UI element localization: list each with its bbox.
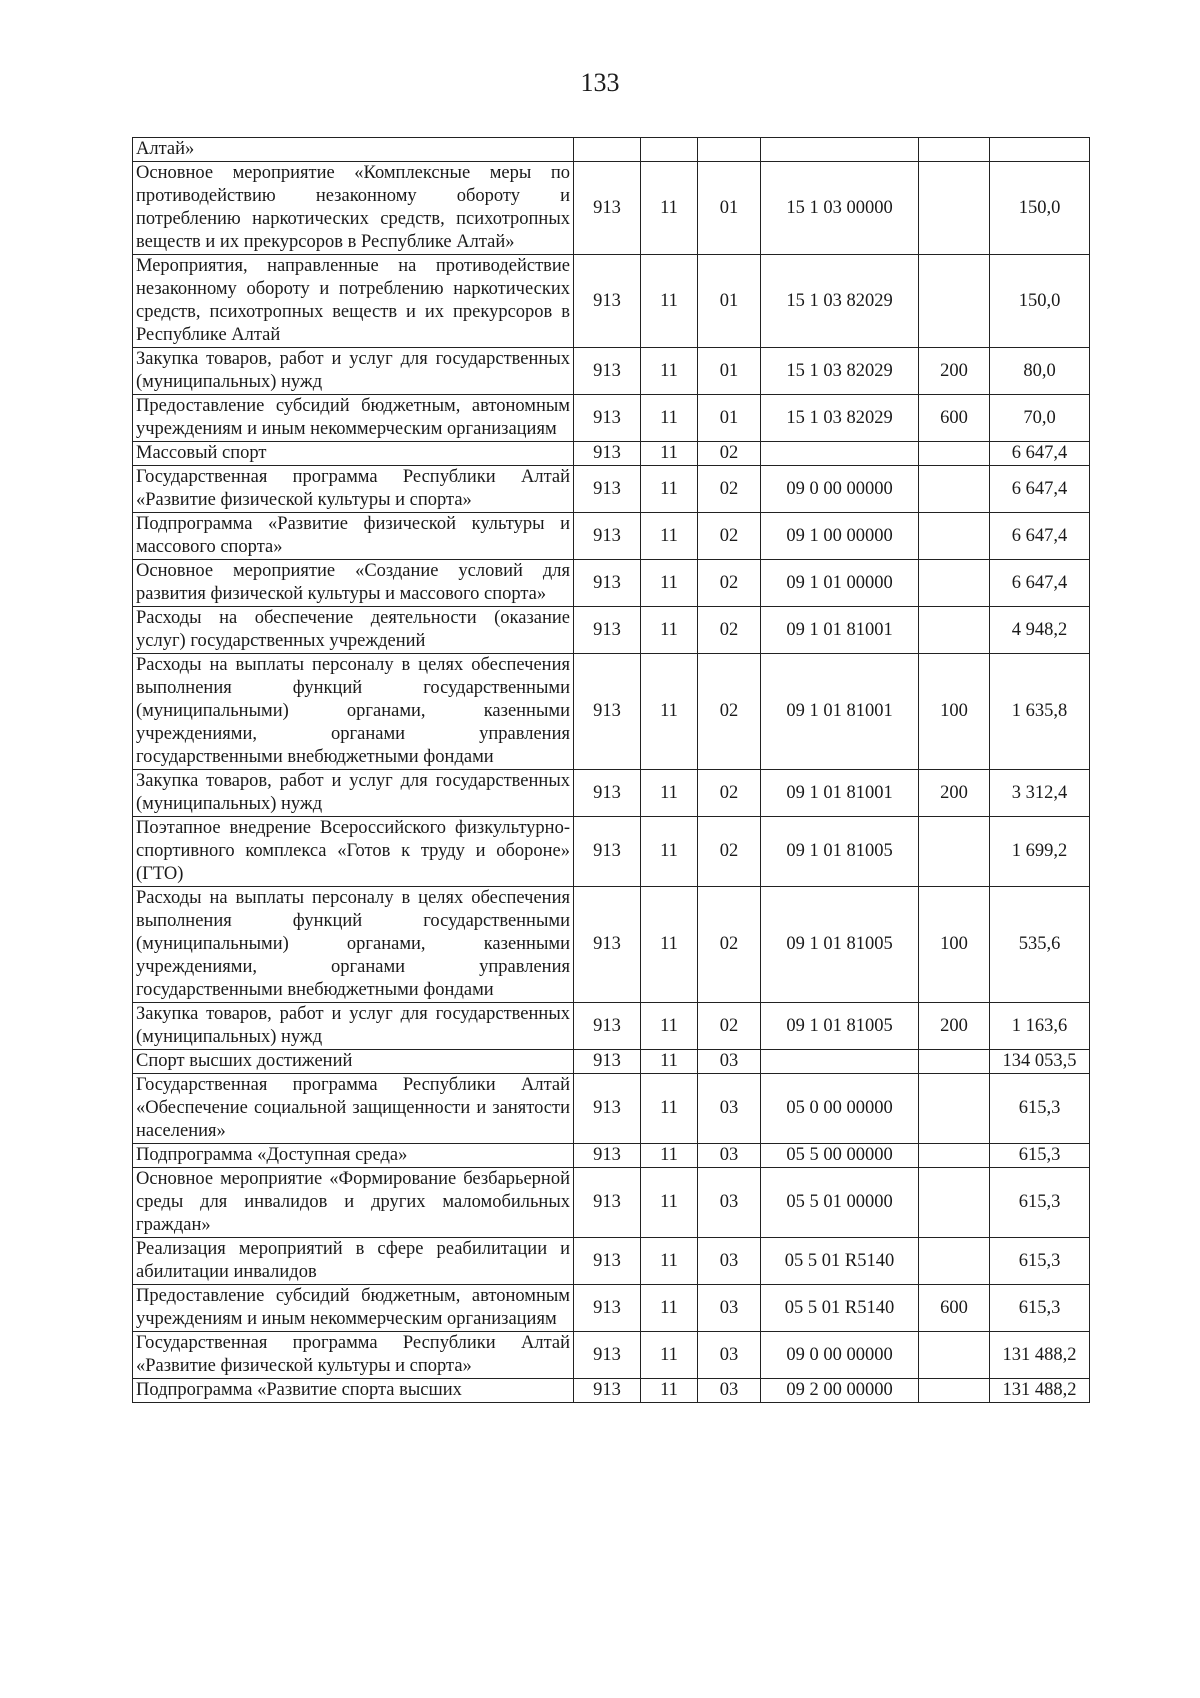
expense-type-cell (919, 1144, 990, 1168)
grbs-code-cell: 913 (574, 770, 641, 817)
expense-type-cell: 200 (919, 770, 990, 817)
subsection-code-cell: 01 (698, 162, 761, 255)
expense-type-cell (919, 442, 990, 466)
expense-name-cell: Подпрограмма «Развитие спорта высших (133, 1379, 574, 1403)
section-code-cell: 11 (641, 442, 698, 466)
subsection-code-cell: 02 (698, 770, 761, 817)
amount-cell: 134 053,5 (990, 1050, 1090, 1074)
amount-cell: 131 488,2 (990, 1379, 1090, 1403)
section-code-cell: 11 (641, 395, 698, 442)
subsection-code-cell: 01 (698, 255, 761, 348)
amount-cell: 6 647,4 (990, 513, 1090, 560)
table-row (133, 1074, 1090, 1144)
expense-type-cell (919, 1050, 990, 1074)
target-article-cell: 09 1 01 00000 (761, 560, 919, 607)
expense-name-cell: Предоставление субсидий бюджетным, автономным учреждениям и иным некоммерческим организациям (133, 1285, 574, 1332)
table-row (133, 395, 1090, 442)
expense-name-cell: Закупка товаров, работ и услуг для государственных (муниципальных) нужд (133, 348, 574, 395)
grbs-code-cell: 913 (574, 255, 641, 348)
target-article-cell: 09 1 00 00000 (761, 513, 919, 560)
expense-name-cell: Расходы на выплаты персоналу в целях обеспечения выполнения функций государственными (муниципальными) органами, казенными учреждениями, органами управления государственными внебюджетными фондами (133, 887, 574, 1003)
target-article-cell: 05 5 01 00000 (761, 1168, 919, 1238)
section-code-cell: 11 (641, 1074, 698, 1144)
target-article-cell: 15 1 03 82029 (761, 348, 919, 395)
expense-type-cell (919, 138, 990, 162)
grbs-code-cell: 913 (574, 162, 641, 255)
amount-cell: 1 163,6 (990, 1003, 1090, 1050)
expense-type-cell (919, 607, 990, 654)
target-article-cell: 09 1 01 81001 (761, 607, 919, 654)
expense-name-cell: Расходы на выплаты персоналу в целях обеспечения выполнения функций государственными (муниципальными) органами, казенными учреждениями, органами управления государственными внебюджетными фондами (133, 654, 574, 770)
grbs-code-cell: 913 (574, 1144, 641, 1168)
grbs-code-cell: 913 (574, 1238, 641, 1285)
subsection-code-cell: 02 (698, 887, 761, 1003)
table-row (133, 1168, 1090, 1238)
section-code-cell: 11 (641, 348, 698, 395)
table-row (133, 654, 1090, 770)
expense-name-cell: Государственная программа Республики Алтай «Обеспечение социальной защищенности и занятости населения» (133, 1074, 574, 1144)
expense-name-cell: Закупка товаров, работ и услуг для государственных (муниципальных) нужд (133, 770, 574, 817)
amount-cell: 70,0 (990, 395, 1090, 442)
expense-type-cell: 100 (919, 887, 990, 1003)
section-code-cell: 11 (641, 607, 698, 654)
subsection-code-cell: 01 (698, 395, 761, 442)
grbs-code-cell: 913 (574, 1050, 641, 1074)
target-article-cell: 15 1 03 82029 (761, 395, 919, 442)
target-article-cell: 09 2 00 00000 (761, 1379, 919, 1403)
expense-name-cell: Основное мероприятие «Формирование безбарьерной среды для инвалидов и других маломобильных граждан» (133, 1168, 574, 1238)
grbs-code-cell: 913 (574, 1003, 641, 1050)
amount-cell: 615,3 (990, 1168, 1090, 1238)
expense-type-cell: 200 (919, 348, 990, 395)
expense-name-cell: Основное мероприятие «Создание условий для развития физической культуры и массового спорта» (133, 560, 574, 607)
section-code-cell: 11 (641, 255, 698, 348)
subsection-code-cell: 03 (698, 1285, 761, 1332)
expense-name-cell: Расходы на обеспечение деятельности (оказание услуг) государственных учреждений (133, 607, 574, 654)
table-row (133, 1379, 1090, 1403)
section-code-cell: 11 (641, 466, 698, 513)
grbs-code-cell: 913 (574, 442, 641, 466)
amount-cell: 150,0 (990, 255, 1090, 348)
target-article-cell: 05 5 00 00000 (761, 1144, 919, 1168)
subsection-code-cell (698, 138, 761, 162)
table-row (133, 817, 1090, 887)
amount-cell: 615,3 (990, 1074, 1090, 1144)
expense-type-cell (919, 1074, 990, 1144)
amount-cell: 535,6 (990, 887, 1090, 1003)
amount-cell: 80,0 (990, 348, 1090, 395)
section-code-cell: 11 (641, 1285, 698, 1332)
section-code-cell: 11 (641, 770, 698, 817)
table-row (133, 770, 1090, 817)
section-code-cell: 11 (641, 560, 698, 607)
target-article-cell: 15 1 03 00000 (761, 162, 919, 255)
target-article-cell: 05 5 01 R5140 (761, 1238, 919, 1285)
subsection-code-cell: 02 (698, 607, 761, 654)
amount-cell: 1 699,2 (990, 817, 1090, 887)
subsection-code-cell: 02 (698, 442, 761, 466)
expense-name-cell: Алтай» (133, 138, 574, 162)
target-article-cell: 09 1 01 81001 (761, 654, 919, 770)
section-code-cell: 11 (641, 513, 698, 560)
grbs-code-cell: 913 (574, 513, 641, 560)
target-article-cell: 09 1 01 81005 (761, 817, 919, 887)
table-row (133, 1144, 1090, 1168)
subsection-code-cell: 02 (698, 654, 761, 770)
target-article-cell (761, 442, 919, 466)
table-row (133, 1003, 1090, 1050)
section-code-cell: 11 (641, 1379, 698, 1403)
amount-cell: 6 647,4 (990, 442, 1090, 466)
amount-cell: 4 948,2 (990, 607, 1090, 654)
section-code-cell: 11 (641, 1332, 698, 1379)
expense-name-cell: Предоставление субсидий бюджетным, автономным учреждениям и иным некоммерческим организациям (133, 395, 574, 442)
section-code-cell: 11 (641, 887, 698, 1003)
expense-type-cell: 200 (919, 1003, 990, 1050)
expense-type-cell: 600 (919, 395, 990, 442)
section-code-cell: 11 (641, 1003, 698, 1050)
expense-type-cell (919, 1168, 990, 1238)
expense-type-cell (919, 466, 990, 513)
expense-name-cell: Массовый спорт (133, 442, 574, 466)
expense-name-cell: Подпрограмма «Доступная среда» (133, 1144, 574, 1168)
amount-cell: 615,3 (990, 1285, 1090, 1332)
grbs-code-cell: 913 (574, 1074, 641, 1144)
grbs-code-cell: 913 (574, 395, 641, 442)
grbs-code-cell: 913 (574, 1285, 641, 1332)
amount-cell: 3 312,4 (990, 770, 1090, 817)
table-row (133, 1285, 1090, 1332)
table-row (133, 442, 1090, 466)
section-code-cell: 11 (641, 1144, 698, 1168)
grbs-code-cell: 913 (574, 654, 641, 770)
expense-name-cell: Закупка товаров, работ и услуг для государственных (муниципальных) нужд (133, 1003, 574, 1050)
subsection-code-cell: 03 (698, 1238, 761, 1285)
table-row (133, 255, 1090, 348)
expense-name-cell: Подпрограмма «Развитие физической культуры и массового спорта» (133, 513, 574, 560)
expense-name-cell: Мероприятия, направленные на противодействие незаконному обороту и потреблению наркотических средств, психотропных веществ и их прекурсоров в Республике Алтай (133, 255, 574, 348)
table-row (133, 162, 1090, 255)
subsection-code-cell: 02 (698, 466, 761, 513)
subsection-code-cell: 03 (698, 1074, 761, 1144)
subsection-code-cell: 03 (698, 1379, 761, 1403)
amount-cell (990, 138, 1090, 162)
subsection-code-cell: 03 (698, 1168, 761, 1238)
grbs-code-cell: 913 (574, 348, 641, 395)
expense-type-cell (919, 255, 990, 348)
grbs-code-cell: 913 (574, 1379, 641, 1403)
expense-name-cell: Государственная программа Республики Алтай «Развитие физической культуры и спорта» (133, 466, 574, 513)
expense-type-cell (919, 817, 990, 887)
table-row (133, 607, 1090, 654)
table-row (133, 348, 1090, 395)
subsection-code-cell: 02 (698, 560, 761, 607)
grbs-code-cell: 913 (574, 817, 641, 887)
section-code-cell: 11 (641, 1168, 698, 1238)
expense-type-cell (919, 1379, 990, 1403)
expense-type-cell (919, 1238, 990, 1285)
table-row (133, 887, 1090, 1003)
amount-cell: 615,3 (990, 1238, 1090, 1285)
section-code-cell: 11 (641, 1050, 698, 1074)
subsection-code-cell: 02 (698, 817, 761, 887)
target-article-cell: 05 0 00 00000 (761, 1074, 919, 1144)
expense-name-cell: Реализация мероприятий в сфере реабилитации и абилитации инвалидов (133, 1238, 574, 1285)
target-article-cell (761, 138, 919, 162)
subsection-code-cell: 03 (698, 1332, 761, 1379)
table-row (133, 1238, 1090, 1285)
table-row (133, 138, 1090, 162)
expense-type-cell: 600 (919, 1285, 990, 1332)
target-article-cell: 09 0 00 00000 (761, 1332, 919, 1379)
budget-table-body (133, 138, 1090, 1403)
table-row (133, 1332, 1090, 1379)
grbs-code-cell: 913 (574, 607, 641, 654)
expense-type-cell (919, 1332, 990, 1379)
budget-table (132, 137, 1090, 1403)
amount-cell: 615,3 (990, 1144, 1090, 1168)
subsection-code-cell: 01 (698, 348, 761, 395)
section-code-cell: 11 (641, 817, 698, 887)
grbs-code-cell: 913 (574, 1168, 641, 1238)
subsection-code-cell: 02 (698, 1003, 761, 1050)
table-row (133, 513, 1090, 560)
grbs-code-cell: 913 (574, 1332, 641, 1379)
expense-name-cell: Поэтапное внедрение Всероссийского физкультурно-спортивного комплекса «Готов к труду и обороне» (ГТО) (133, 817, 574, 887)
amount-cell: 131 488,2 (990, 1332, 1090, 1379)
table-row (133, 466, 1090, 513)
target-article-cell: 09 1 01 81005 (761, 1003, 919, 1050)
expense-name-cell: Государственная программа Республики Алтай «Развитие физической культуры и спорта» (133, 1332, 574, 1379)
grbs-code-cell (574, 138, 641, 162)
expense-type-cell (919, 162, 990, 255)
target-article-cell: 09 0 00 00000 (761, 466, 919, 513)
section-code-cell: 11 (641, 162, 698, 255)
expense-type-cell: 100 (919, 654, 990, 770)
expense-name-cell: Основное мероприятие «Комплексные меры по противодействию незаконному обороту и потреблению наркотических средств, психотропных веществ и их прекурсоров в Республике Алтай» (133, 162, 574, 255)
target-article-cell (761, 1050, 919, 1074)
grbs-code-cell: 913 (574, 560, 641, 607)
section-code-cell (641, 138, 698, 162)
expense-name-cell: Спорт высших достижений (133, 1050, 574, 1074)
target-article-cell: 15 1 03 82029 (761, 255, 919, 348)
subsection-code-cell: 03 (698, 1144, 761, 1168)
target-article-cell: 09 1 01 81001 (761, 770, 919, 817)
target-article-cell: 05 5 01 R5140 (761, 1285, 919, 1332)
section-code-cell: 11 (641, 654, 698, 770)
page-number: 133 (580, 68, 620, 97)
amount-cell: 150,0 (990, 162, 1090, 255)
amount-cell: 6 647,4 (990, 466, 1090, 513)
grbs-code-cell: 913 (574, 466, 641, 513)
grbs-code-cell: 913 (574, 887, 641, 1003)
amount-cell: 1 635,8 (990, 654, 1090, 770)
subsection-code-cell: 03 (698, 1050, 761, 1074)
section-code-cell: 11 (641, 1238, 698, 1285)
target-article-cell: 09 1 01 81005 (761, 887, 919, 1003)
table-row (133, 560, 1090, 607)
expense-type-cell (919, 560, 990, 607)
subsection-code-cell: 02 (698, 513, 761, 560)
table-row (133, 1050, 1090, 1074)
amount-cell: 6 647,4 (990, 560, 1090, 607)
expense-type-cell (919, 513, 990, 560)
